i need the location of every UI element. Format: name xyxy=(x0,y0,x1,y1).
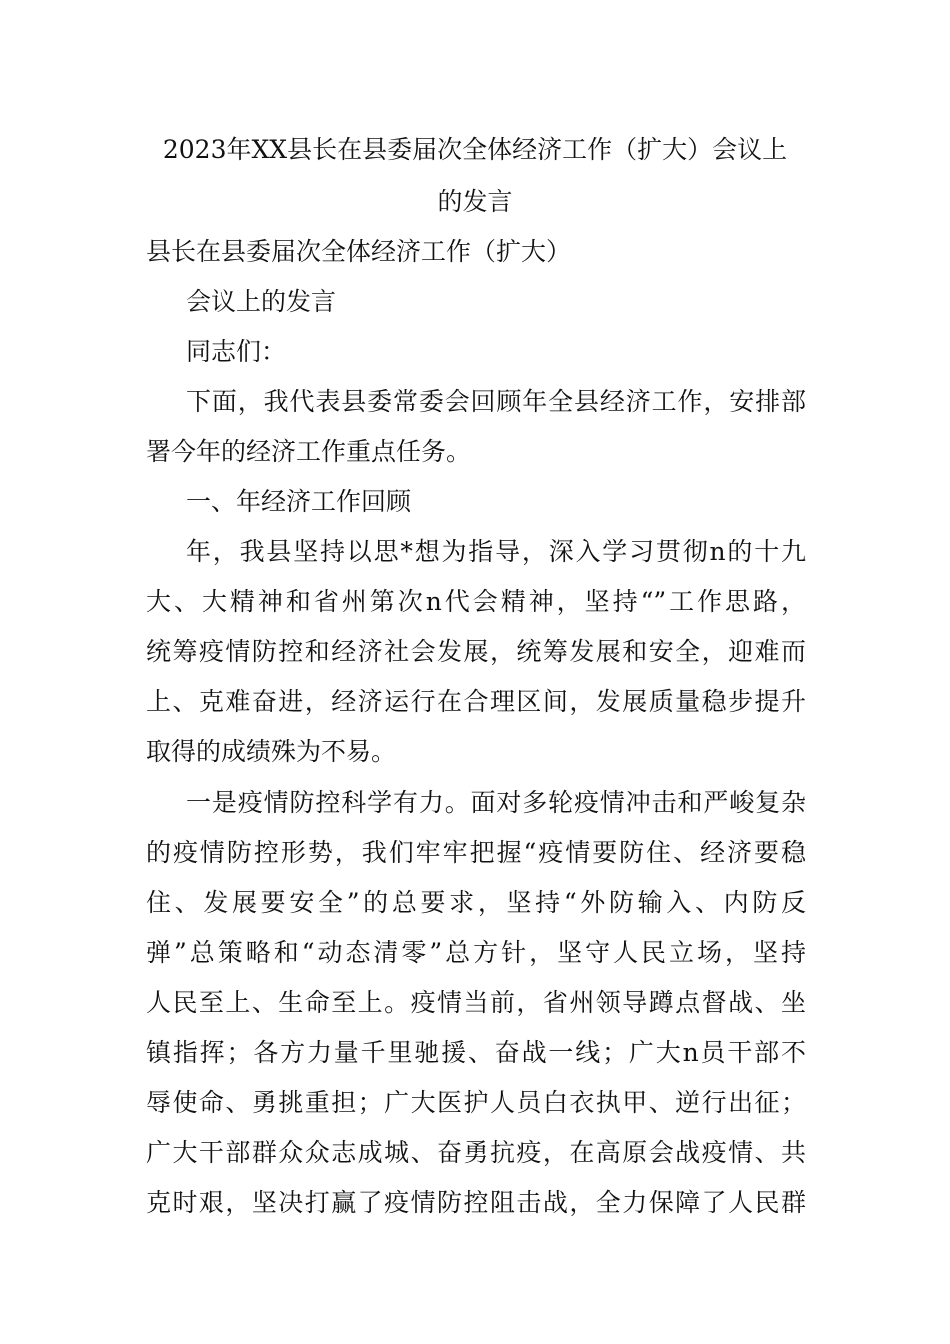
epidemic-line-4: 弹”总策略和“动态清零”总方针，坚守人民立场，坚持 xyxy=(146,938,806,967)
epidemic-line-2: 的疫情防控形势，我们牢牢把握“疫情要防住、经济要稳 xyxy=(146,838,806,867)
review-line-3: 统筹疫情防控和经济社会发展，统筹发展和安全，迎难而 xyxy=(146,637,806,666)
salutation: 同志们： xyxy=(186,337,287,366)
review-line-2: 大、大精神和省州第次n代会精神，坚持“”工作思路， xyxy=(146,587,806,616)
epidemic-line-8: 广大干部群众众志成城、奋勇抗疫，在高原会战疫情、共 xyxy=(146,1138,806,1167)
subtitle-line-1: 县长在县委届次全体经济工作（扩大） xyxy=(146,237,572,266)
epidemic-line-7: 辱使命、勇挑重担；广大医护人员白衣执甲、逆行出征； xyxy=(146,1088,806,1117)
epidemic-line-5: 人民至上、生命至上。疫情当前，省州领导蹲点督战、坐 xyxy=(146,988,806,1017)
intro-line-1: 下面，我代表县委常委会回顾年全县经济工作，安排部 xyxy=(186,387,806,416)
review-line-4: 上、克难奋进，经济运行在合理区间，发展质量稳步提升 xyxy=(146,687,806,716)
subtitle-line-2: 会议上的发言 xyxy=(186,287,337,316)
document-title-line-2: 的发言 xyxy=(437,187,513,216)
epidemic-line-6: 镇指挥；各方力量千里驰援、奋战一线；广大n员干部不 xyxy=(146,1038,806,1067)
intro-line-2: 署今年的经济工作重点任务。 xyxy=(146,437,472,466)
epidemic-line-9: 克时艰，坚决打赢了疫情防控阻击战，全力保障了人民群 xyxy=(146,1188,806,1217)
section-heading: 一、年经济工作回顾 xyxy=(186,487,412,516)
review-line-5: 取得的成绩殊为不易。 xyxy=(146,737,397,766)
epidemic-line-3: 住、发展要安全”的总要求，坚持“外防输入、内防反 xyxy=(146,888,806,917)
epidemic-line-1: 一是疫情防控科学有力。面对多轮疫情冲击和严峻复杂 xyxy=(186,788,806,817)
document-title-line-1: 2023年XX县长在县委届次全体经济工作（扩大）会议上 xyxy=(162,135,788,164)
review-line-1: 年，我县坚持以思*想为指导，深入学习贯彻n的十九 xyxy=(186,537,806,566)
